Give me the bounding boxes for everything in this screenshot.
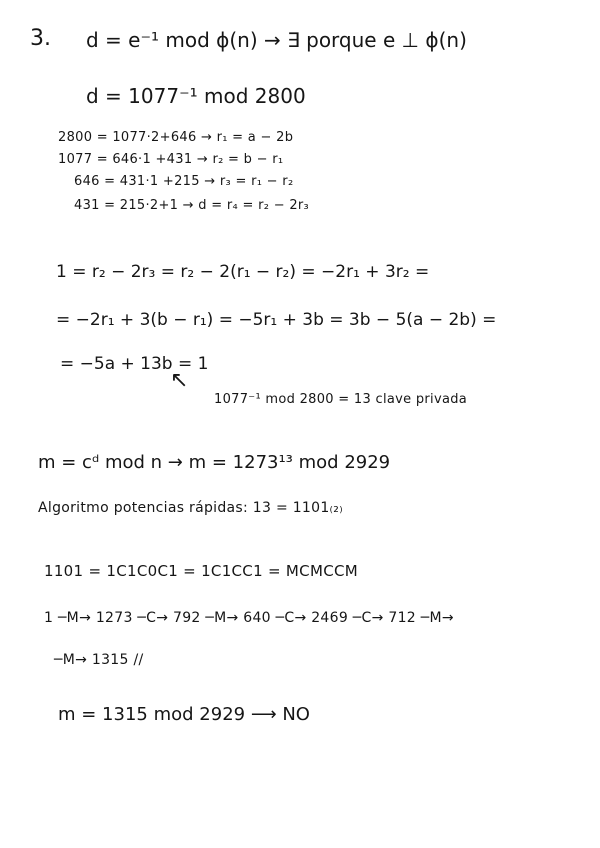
exponentiation-chain-2: ─M→ 1315 // — [54, 652, 144, 668]
binary-expansion: 1101 = 1C1C0C1 = 1C1CC1 = MCMCCM — [44, 562, 358, 580]
decrypt-formula: m = cᵈ mod n → m = 1273¹³ mod 2929 — [38, 452, 391, 473]
fast-exponent-title: Algoritmo potencias rápidas: 13 = 1101₍₂₎ — [38, 500, 343, 516]
back-substitution-3: = −5a + 13b = 1 — [60, 354, 209, 374]
euclid-step-1: 2800 = 1077·2+646 → r₁ = a − 2b — [58, 130, 294, 145]
private-key-result: 1077⁻¹ mod 2800 = 13 clave privada — [214, 392, 468, 407]
euclid-step-3: 646 = 431·1 +215 → r₃ = r₁ − r₂ — [74, 174, 294, 189]
problem-number: 3. — [30, 26, 51, 51]
back-substitution-1: 1 = r₂ − 2r₃ = r₂ − 2(r₁ − r₂) = −2r₁ + 3r₂ = — [56, 262, 430, 282]
d-value-line: d = 1077⁻¹ mod 2800 — [86, 84, 306, 108]
exponentiation-chain-1: 1 ─M→ 1273 ─C→ 792 ─M→ 640 ─C→ 2469 ─C→ 712 ─M→ — [44, 610, 454, 626]
back-substitution-2: = −2r₁ + 3(b − r₁) = −5r₁ + 3b = 3b − 5(a − 2b) = — [56, 310, 497, 330]
hook-arrow-icon: ↖ — [170, 368, 189, 393]
euclid-step-4: 431 = 215·2+1 → d = r₄ = r₂ − 2r₃ — [74, 198, 310, 213]
final-result: m = 1315 mod 2929 ⟶ NO — [58, 704, 310, 725]
private-key-formula: d = e⁻¹ mod ϕ(n) → ∃ porque e ⊥ ϕ(n) — [86, 28, 467, 52]
euclid-step-2: 1077 = 646·1 +431 → r₂ = b − r₁ — [58, 152, 284, 167]
